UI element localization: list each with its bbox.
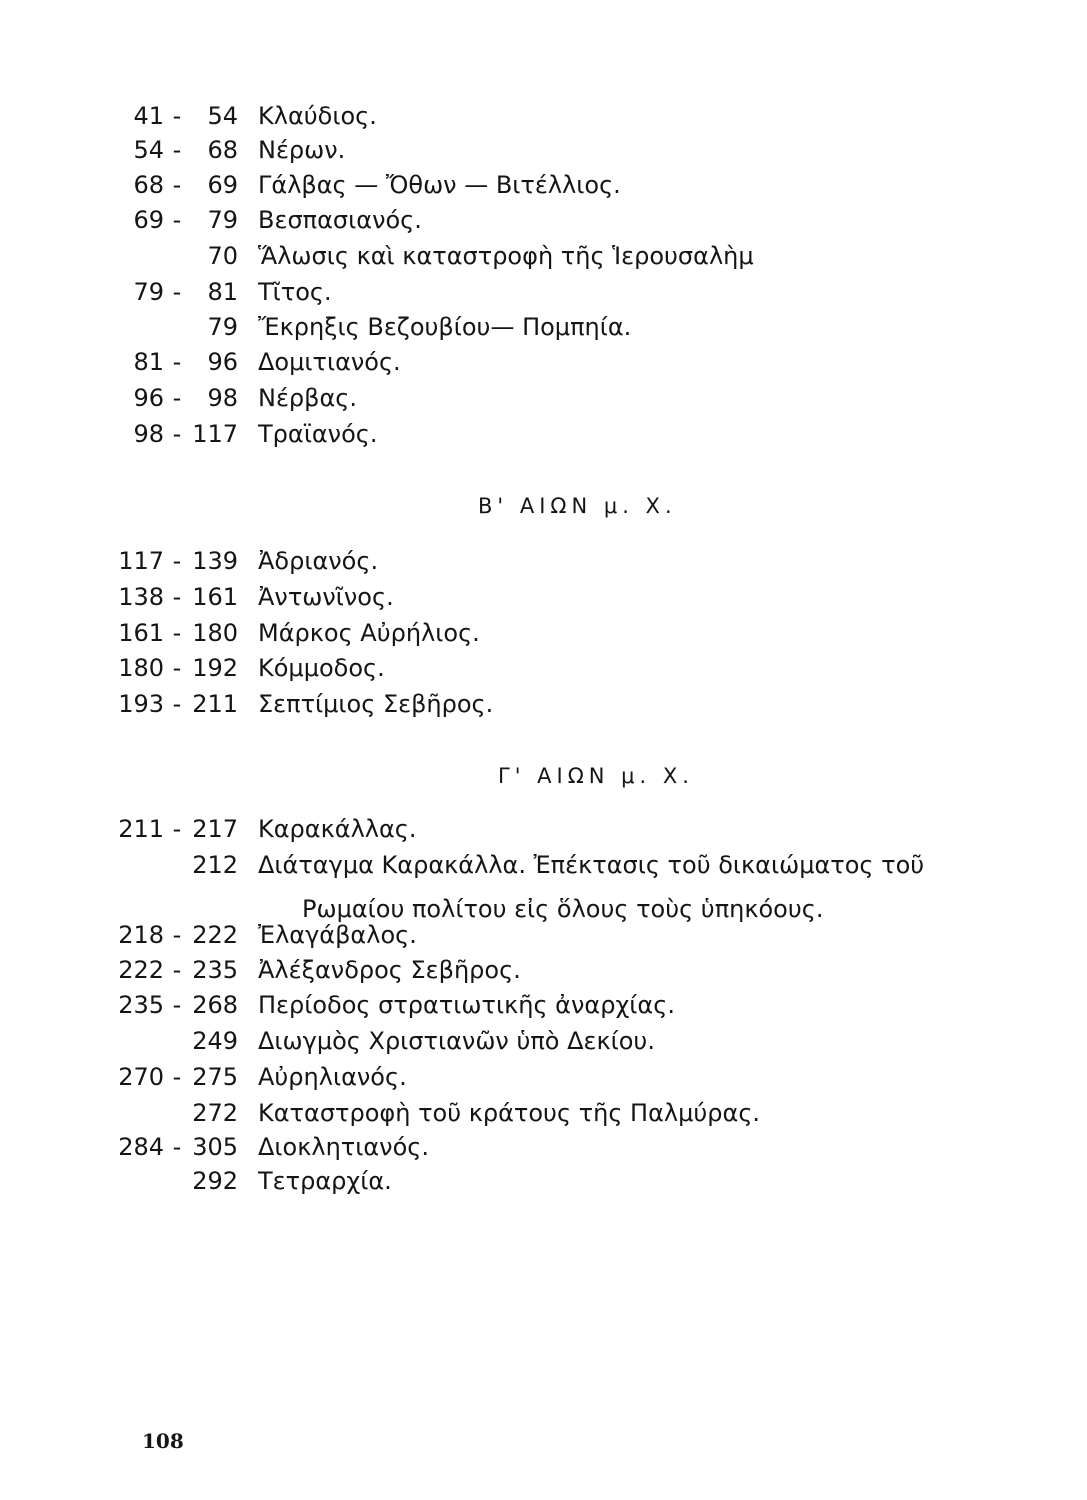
start-year: 117 [118,547,164,575]
end-year: 96 [207,348,238,376]
range-dash: - [172,921,182,949]
event-text: Καρακάλλας. [258,815,417,843]
range-dash: - [172,619,182,647]
event-text: Βεσπασιανός. [258,206,422,234]
event-text: Ἅλωσις καὶ καταστροφὴ τῆς Ἱερουσαλὴμ [258,242,754,270]
end-year: 192 [192,654,238,682]
end-year: 211 [192,690,238,718]
end-year: 81 [207,278,238,306]
range-dash: - [172,956,182,984]
event-text: Σεπτίμιος Σεβῆρος. [258,690,494,718]
event-text: Τραϊανός. [258,420,378,448]
start-year: 222 [118,956,164,984]
range-dash: - [172,583,182,611]
event-text: Γάλβας — Ὄθων — Βιτέλλιος. [258,171,621,199]
event-year: 292 [192,1167,238,1195]
event-year: 272 [192,1099,238,1127]
range-dash: - [172,654,182,682]
event-year: 249 [192,1027,238,1055]
end-year: 268 [192,991,238,1019]
range-dash: - [172,136,182,164]
start-year: 180 [118,654,164,682]
end-year: 68 [207,136,238,164]
event-text: Ἀλέξανδρος Σεβῆρος. [258,956,521,984]
end-year: 161 [192,583,238,611]
century-heading-third: Γ' ΑΙΩΝ μ. Χ. [498,764,694,788]
range-dash: - [172,991,182,1019]
end-year: 180 [192,619,238,647]
start-year: 270 [118,1063,164,1091]
event-text: Κόμμοδος. [258,654,385,682]
event-text: Περίοδος στρατιωτικῆς ἀναρχίας. [258,991,675,1019]
event-text: Καταστροφὴ τοῦ κράτους τῆς Παλμύρας. [258,1099,761,1127]
start-year: 235 [118,991,164,1019]
start-year: 161 [118,619,164,647]
range-dash: - [172,102,182,130]
event-text: Διωγμὸς Χριστιανῶν ὑπὸ Δεκίου. [258,1027,655,1055]
start-year: 211 [118,815,164,843]
end-year: 117 [192,420,238,448]
event-text: Νέρων. [258,136,346,164]
range-dash: - [172,815,182,843]
range-dash: - [172,171,182,199]
start-year: 81 [133,348,164,376]
event-text: Δομιτιανός. [258,348,401,376]
end-year: 222 [192,921,238,949]
event-text: Διάταγμα Καρακάλλα. Ἐπέκτασις τοῦ δικαιώματος τοῦ [258,851,925,879]
range-dash: - [172,690,182,718]
event-text: Τῖτος. [258,278,332,306]
range-dash: - [172,1133,182,1161]
start-year: 284 [118,1133,164,1161]
start-year: 69 [133,206,164,234]
range-dash: - [172,278,182,306]
event-year: 79 [207,313,238,341]
range-dash: - [172,1063,182,1091]
event-year: 70 [207,242,238,270]
event-text: Ἀντωνῖνος. [258,583,394,611]
start-year: 98 [133,420,164,448]
start-year: 68 [133,171,164,199]
event-text: Ἐλαγάβαλος. [258,921,417,949]
range-dash: - [172,420,182,448]
end-year: 305 [192,1133,238,1161]
event-text-continuation: Ρωμαίου πολίτου εἰς ὅλους τοὺς ὑπηκόους. [302,895,824,923]
range-dash: - [172,348,182,376]
range-dash: - [172,547,182,575]
range-dash: - [172,384,182,412]
page-number: 108 [142,1429,184,1453]
event-text: Ἀδριανός. [258,547,379,575]
event-text: Διοκλητιανός. [258,1133,429,1161]
end-year: 217 [192,815,238,843]
event-text: Κλαύδιος. [258,102,377,130]
start-year: 54 [133,136,164,164]
event-year: 212 [192,851,238,879]
range-dash: - [172,206,182,234]
event-text: Νέρβας. [258,384,358,412]
end-year: 98 [207,384,238,412]
event-text: Τετραρχία. [258,1167,392,1195]
start-year: 193 [118,690,164,718]
end-year: 54 [207,102,238,130]
event-text: Ἔκρηξις Βεζουβίου— Πομπηία. [258,313,632,341]
end-year: 79 [207,206,238,234]
end-year: 275 [192,1063,238,1091]
end-year: 139 [192,547,238,575]
end-year: 69 [207,171,238,199]
start-year: 41 [133,102,164,130]
event-text: Αὐρηλιανός. [258,1063,407,1091]
start-year: 218 [118,921,164,949]
start-year: 79 [133,278,164,306]
event-text: Μάρκος Αὐρήλιος. [258,619,480,647]
start-year: 138 [118,583,164,611]
century-heading-second: Β' ΑΙΩΝ μ. Χ. [478,494,677,518]
start-year: 96 [133,384,164,412]
end-year: 235 [192,956,238,984]
